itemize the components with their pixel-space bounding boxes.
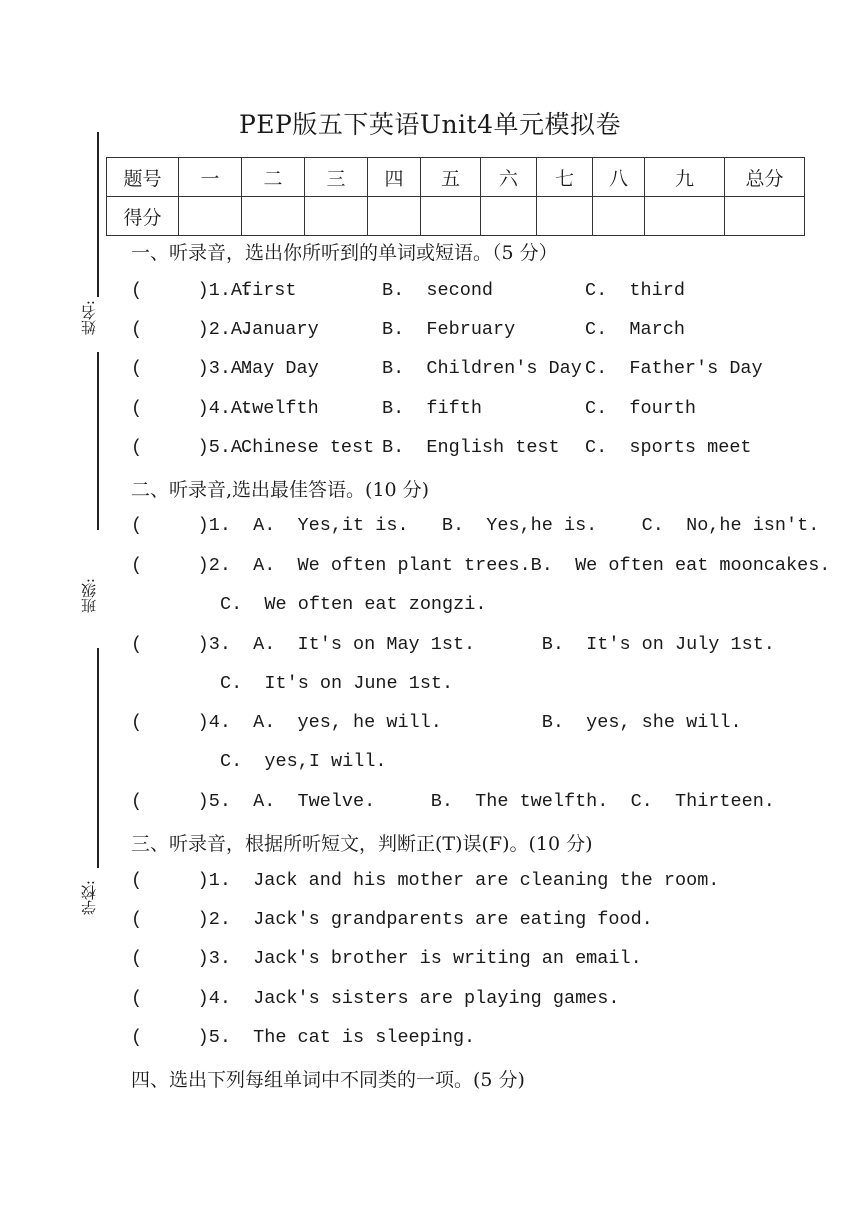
table-cell: 七 (537, 158, 593, 197)
option-c: C. sports meet (585, 437, 752, 458)
score-input-cell[interactable] (179, 197, 242, 236)
table-cell: 一 (179, 158, 242, 197)
section-4-heading: 四、选出下列每组单词中不同类的一项。(5 分) (131, 1069, 525, 1091)
margin-line-top (97, 132, 99, 297)
question-line: ( )5. The cat is sleeping. (131, 1027, 476, 1048)
question-prefix: ( )3.A. (131, 358, 254, 379)
score-table-header-row (107, 158, 805, 197)
score-input-cell[interactable] (421, 197, 481, 236)
table-cell: 题号 (107, 158, 179, 197)
score-input-cell[interactable] (242, 197, 305, 236)
table-cell: 九 (645, 158, 725, 197)
score-input-cell[interactable] (537, 197, 593, 236)
table-cell: 六 (481, 158, 537, 197)
score-input-cell[interactable] (305, 197, 368, 236)
page-title: PEP版五下英语Unit4单元模拟卷 (238, 110, 621, 139)
table-cell: 总分 (725, 158, 805, 197)
score-input-cell[interactable] (593, 197, 645, 236)
name-label: 姓名: (80, 300, 98, 336)
question-line: ( )1. A. Yes,it is. B. Yes,he is. C. No,he isn't. (131, 515, 820, 536)
table-cell: 四 (368, 158, 421, 197)
option-c: C. third (585, 280, 685, 301)
school-label: 学校: (80, 880, 98, 916)
score-input-cell[interactable] (645, 197, 725, 236)
question-line: ( )4. Jack's sisters are playing games. (131, 988, 620, 1009)
section-2-heading: 二、听录音,选出最佳答语。(10 分) (131, 479, 430, 501)
section-3-heading: 三、听录音，根据所听短文，判断正(T)误(F)。(10 分) (131, 833, 593, 855)
score-input-cell[interactable] (481, 197, 537, 236)
question-line: C. We often eat zongzi. (220, 594, 487, 615)
table-cell: 得分 (107, 197, 179, 236)
table-cell: 八 (593, 158, 645, 197)
score-input-cell[interactable] (368, 197, 421, 236)
option-a: January (241, 319, 319, 340)
question-prefix: ( )2.A. (131, 319, 254, 340)
option-a: twelfth (241, 398, 319, 419)
section-1-heading: 一、听录音，选出你所听到的单词或短语。（5 分） (131, 242, 558, 264)
table-cell: 二 (242, 158, 305, 197)
table-cell: 五 (421, 158, 481, 197)
question-line: ( )2. A. We often plant trees.B. We often eat mooncakes. (131, 555, 831, 576)
option-c: C. March (585, 319, 685, 340)
score-input-cell[interactable] (725, 197, 805, 236)
option-c: C. Father's Day (585, 358, 763, 379)
question-prefix: ( )1.A. (131, 280, 254, 301)
option-b: B. fifth (382, 398, 482, 419)
option-a: first (241, 280, 297, 301)
option-a: Chinese test (241, 437, 375, 458)
question-line: ( )3. A. It's on May 1st. B. It's on July 1st. (131, 634, 775, 655)
score-table (106, 157, 805, 236)
margin-line-middle (97, 352, 99, 530)
question-line: ( )1. Jack and his mother are cleaning the room. (131, 870, 720, 891)
question-line: ( )3. Jack's brother is writing an email. (131, 948, 642, 969)
question-line: ( )2. Jack's grandparents are eating food. (131, 909, 653, 930)
question-line: ( )4. A. yes, he will. B. yes, she will. (131, 712, 742, 733)
option-c: C. fourth (585, 398, 697, 419)
question-prefix: ( )4.A. (131, 398, 254, 419)
class-label: 班级: (80, 578, 98, 614)
option-a: May Day (241, 358, 319, 379)
question-prefix: ( )5.A. (131, 437, 254, 458)
question-line: ( )5. A. Twelve. B. The twelfth. C. Thirteen. (131, 791, 775, 812)
option-b: B. February (382, 319, 516, 340)
table-cell: 三 (305, 158, 368, 197)
option-b: B. Children's Day (382, 358, 582, 379)
score-table-score-row (107, 197, 805, 236)
question-line: C. yes,I will. (220, 751, 387, 772)
option-b: B. second (382, 280, 494, 301)
option-b: B. English test (382, 437, 560, 458)
question-line: C. It's on June 1st. (220, 673, 454, 694)
margin-line-bottom (97, 648, 99, 868)
